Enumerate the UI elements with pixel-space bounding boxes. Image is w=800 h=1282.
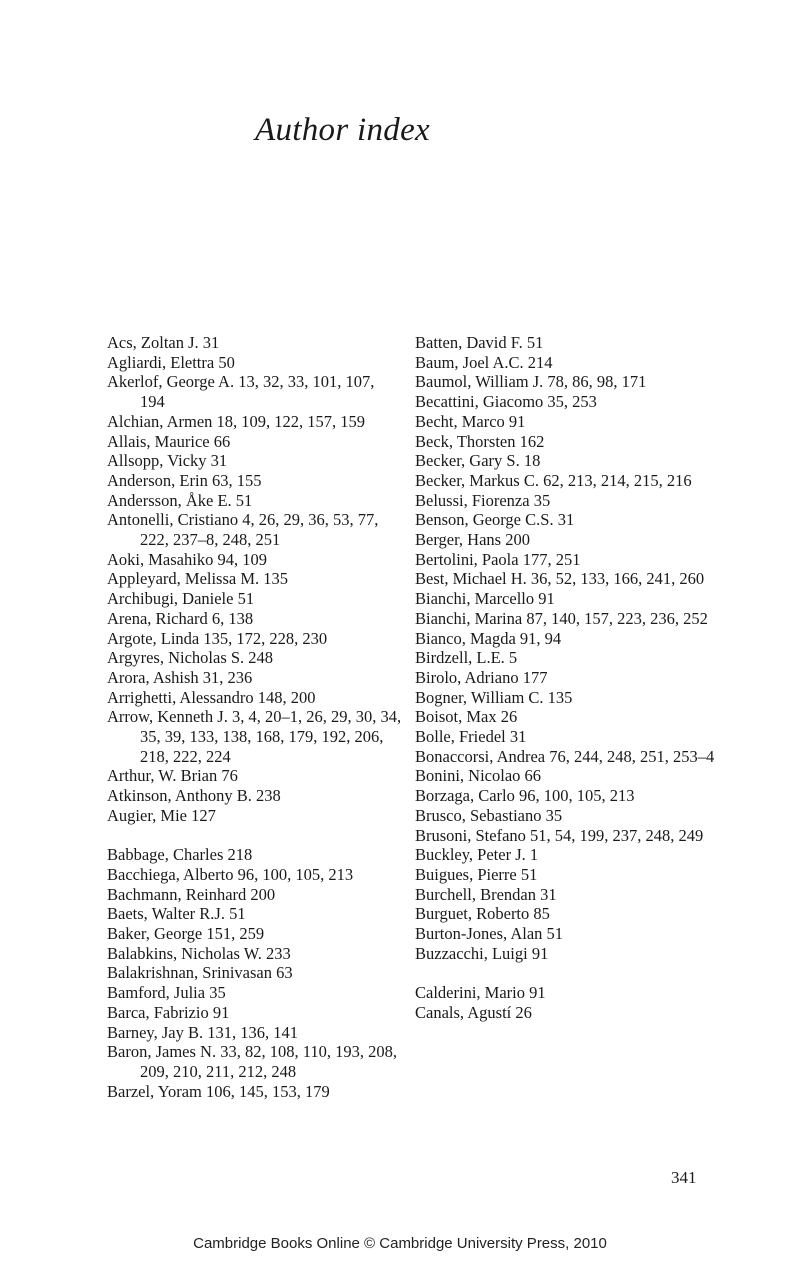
index-entry: Anderson, Erin 63, 155 xyxy=(107,470,262,490)
index-entry: Arena, Richard 6, 138 xyxy=(107,608,254,628)
page-title: Author index xyxy=(255,112,430,148)
index-entry: Baum, Joel A.C. 214 xyxy=(415,352,553,372)
index-group-gap xyxy=(107,826,402,846)
index-entry: Arora, Ashish 31, 236 xyxy=(107,667,253,687)
index-entry: Baron, James N. 33, 82, 108, 110, 193, 208, 209, 210, 211, 212, 248 xyxy=(107,1042,397,1081)
index-entry: Babbage, Charles 218 xyxy=(107,845,253,865)
index-entry: Argote, Linda 135, 172, 228, 230 xyxy=(107,628,328,648)
index-entry: Baets, Walter R.J. 51 xyxy=(107,904,246,924)
index-entry: Becattini, Giacomo 35, 253 xyxy=(415,392,597,412)
index-entry: Bamford, Julia 35 xyxy=(107,983,226,1003)
index-entry: Acs, Zoltan J. 31 xyxy=(107,333,220,352)
index-entry: Bachmann, Reinhard 200 xyxy=(107,884,276,904)
index-entry: Bonaccorsi, Andrea 76, 244, 248, 251, 253–4 xyxy=(415,746,715,766)
index-entry: Appleyard, Melissa M. 135 xyxy=(107,569,289,589)
index-entry: Brusoni, Stefano 51, 54, 199, 237, 248, 249 xyxy=(415,825,704,845)
index-entry: Arrighetti, Alessandro 148, 200 xyxy=(107,687,316,707)
index-entry: Augier, Mie 127 xyxy=(107,805,216,825)
index-entry: Buzzacchi, Luigi 91 xyxy=(415,943,549,963)
index-entry: Baumol, William J. 78, 86, 98, 171 xyxy=(415,372,647,392)
index-entry: Bacchiega, Alberto 96, 100, 105, 213 xyxy=(107,864,354,884)
index-entry: Aoki, Masahiko 94, 109 xyxy=(107,549,267,569)
index-entry: Bianchi, Marina 87, 140, 157, 223, 236, 252 xyxy=(415,608,708,628)
index-entry: Bertolini, Paola 177, 251 xyxy=(415,549,581,569)
index-entry: Barney, Jay B. 131, 136, 141 xyxy=(107,1022,298,1042)
index-entry: Barca, Fabrizio 91 xyxy=(107,1002,230,1022)
index-group-gap xyxy=(415,964,715,984)
index-entry: Benson, George C.S. 31 xyxy=(415,510,575,530)
index-entry: Batten, David F. 51 xyxy=(415,333,544,352)
index-entry: Allais, Maurice 66 xyxy=(107,431,231,451)
index-entry: Burchell, Brendan 31 xyxy=(415,884,557,904)
index-entry: Bogner, William C. 135 xyxy=(415,687,573,707)
index-entry: Boisot, Max 26 xyxy=(415,707,518,727)
index-entry: Andersson, Åke E. 51 xyxy=(107,490,253,510)
index-entry: Buigues, Pierre 51 xyxy=(415,864,538,884)
index-entry: Burton-Jones, Alan 51 xyxy=(415,924,564,944)
index-entry: Atkinson, Anthony B. 238 xyxy=(107,786,281,806)
index-entry: Bianchi, Marcello 91 xyxy=(415,589,555,609)
index-entry: Borzaga, Carlo 96, 100, 105, 213 xyxy=(415,786,635,806)
index-entry: Argyres, Nicholas S. 248 xyxy=(107,648,274,668)
index-entry: Beck, Thorsten 162 xyxy=(415,431,545,451)
index-entry: Balabkins, Nicholas W. 233 xyxy=(107,943,291,963)
index-entry: Bonini, Nicolao 66 xyxy=(415,766,542,786)
index-entry: Barzel, Yoram 106, 145, 153, 179 xyxy=(107,1081,330,1101)
index-entry: Bianco, Magda 91, 94 xyxy=(415,628,562,648)
index-entry: Bolle, Friedel 31 xyxy=(415,727,527,747)
index-entry: Birdzell, L.E. 5 xyxy=(415,648,518,668)
index-entry: Becht, Marco 91 xyxy=(415,411,526,431)
index-entry: Berger, Hans 200 xyxy=(415,530,530,550)
index-entry: Calderini, Mario 91 xyxy=(415,983,546,1003)
copyright-footer: Cambridge Books Online © Cambridge University Press, 2010 xyxy=(193,1235,607,1252)
index-entry: Best, Michael H. 36, 52, 133, 166, 241, 260 xyxy=(415,569,705,589)
index-entry: Belussi, Fiorenza 35 xyxy=(415,490,551,510)
page-number: 341 xyxy=(671,1168,697,1187)
index-entry: Baker, George 151, 259 xyxy=(107,924,265,944)
index-entry: Archibugi, Daniele 51 xyxy=(107,589,255,609)
index-entry: Burguet, Roberto 85 xyxy=(415,904,550,924)
index-entry: Alchian, Armen 18, 109, 122, 157, 159 xyxy=(107,411,366,431)
index-entry: Agliardi, Elettra 50 xyxy=(107,352,235,372)
index-entry: Brusco, Sebastiano 35 xyxy=(415,805,563,825)
index-entry: Canals, Agustí 26 xyxy=(415,1002,532,1022)
index-column-right xyxy=(415,333,715,1023)
index-entry: Buckley, Peter J. 1 xyxy=(415,845,539,865)
index-entry: Antonelli, Cristiano 4, 26, 29, 36, 53, 77, 222, 237–8, 248, 251 xyxy=(107,510,379,550)
index-entry: Arthur, W. Brian 76 xyxy=(107,766,238,786)
index-entry: Becker, Markus C. 62, 213, 214, 215, 216 xyxy=(415,470,692,490)
index-entry: Akerlof, George A. 13, 32, 33, 101, 107, 194 xyxy=(107,372,375,412)
index-entry: Birolo, Adriano 177 xyxy=(415,667,548,687)
index-column-left xyxy=(107,333,402,1101)
index-entry: Arrow, Kenneth J. 3, 4, 20–1, 26, 29, 30, 34, 35, 39, 133, 138, 168, 179, 192, 206, 218, 222, 224 xyxy=(107,707,402,766)
index-entry: Becker, Gary S. 18 xyxy=(415,451,541,471)
index-entry: Allsopp, Vicky 31 xyxy=(107,451,228,471)
index-entry: Balakrishnan, Srinivasan 63 xyxy=(107,963,293,983)
